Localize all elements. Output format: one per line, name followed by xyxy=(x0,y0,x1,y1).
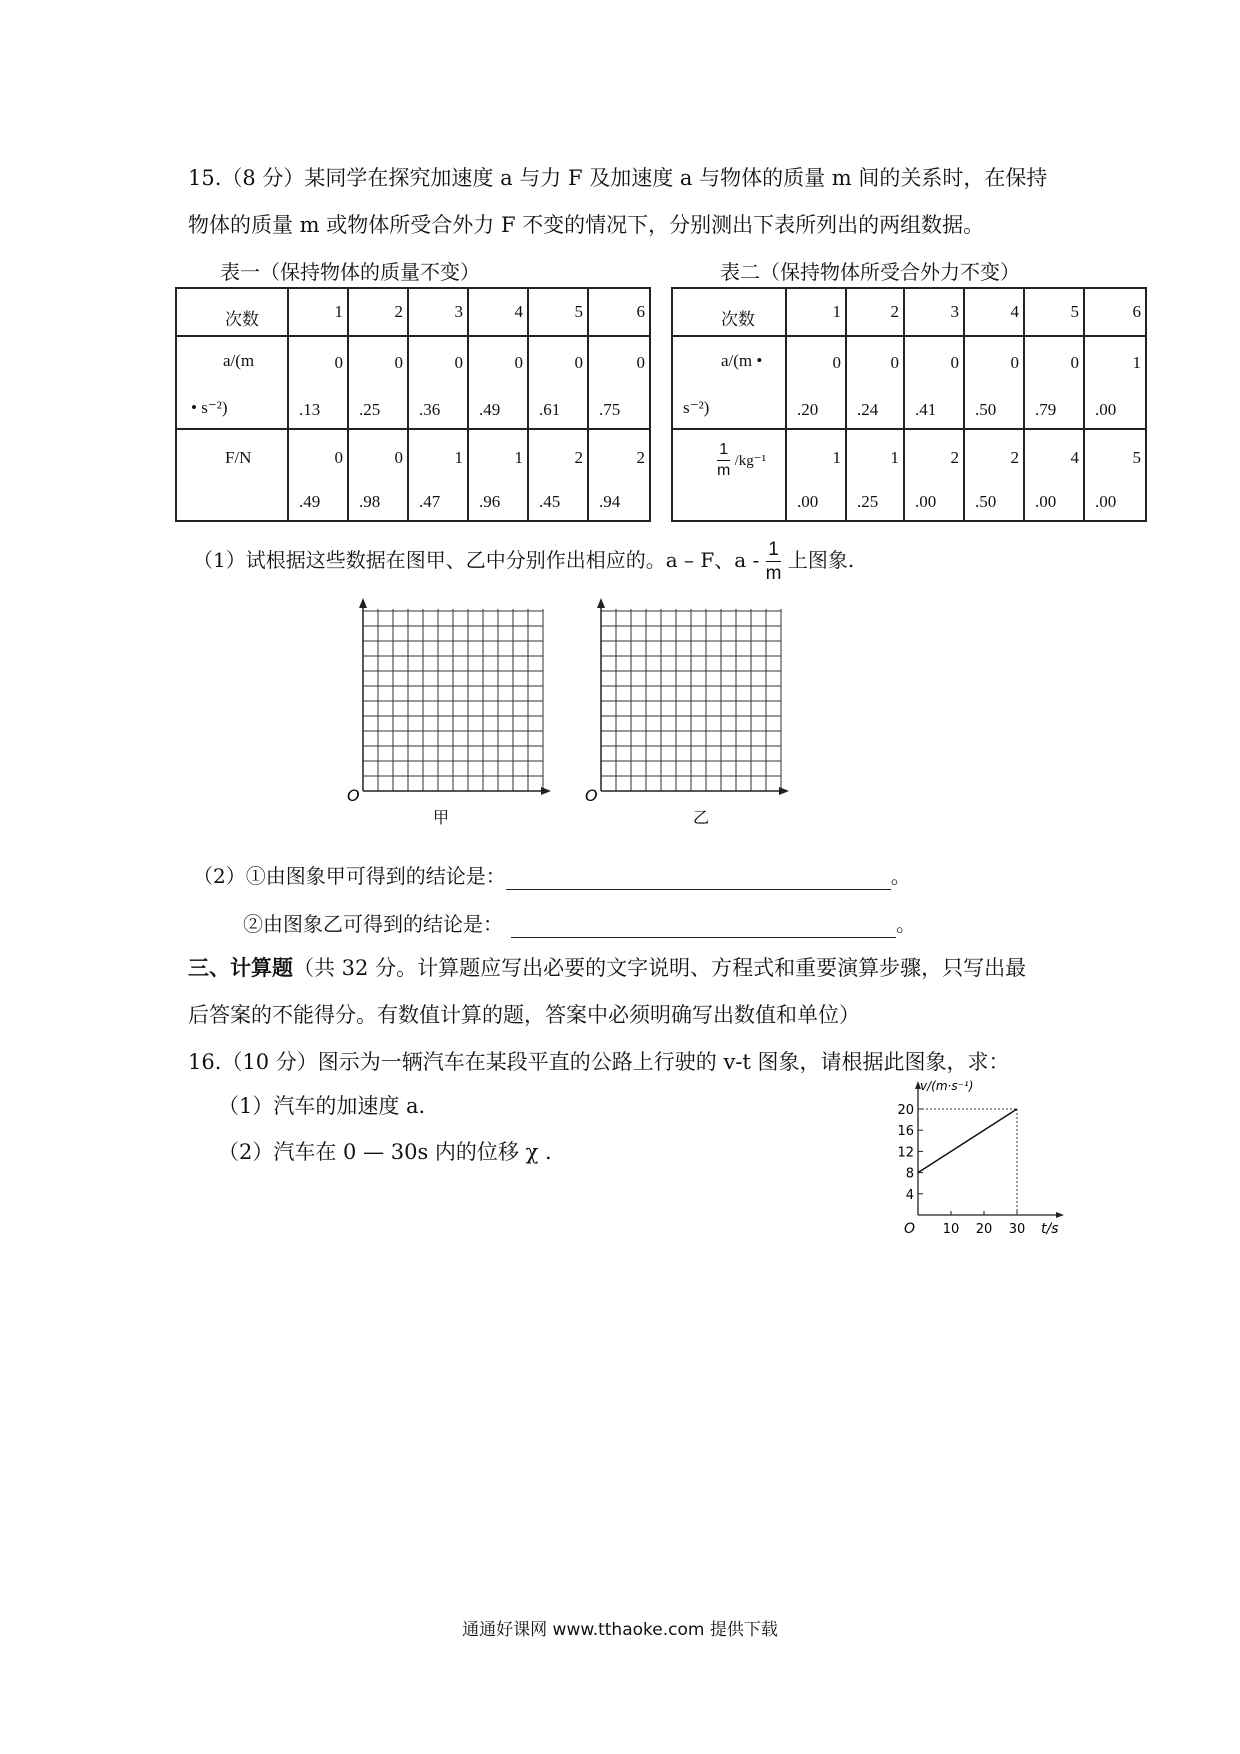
table1-row-force xyxy=(176,429,650,521)
table2-cell: 1 xyxy=(1132,353,1141,372)
vt-xlabel: t/s xyxy=(1041,1221,1059,1237)
table2-cell: .79 xyxy=(1035,400,1057,419)
table1-cell: 0 xyxy=(394,353,403,372)
table2-row3-label xyxy=(717,442,766,479)
table1-cell: .45 xyxy=(539,492,561,511)
section3-line2: 后答案的不能得分。有数值计算的题，答案中必须明确写出数值和单位） xyxy=(188,1003,860,1027)
grid-yi-x-arrow xyxy=(779,787,789,795)
section3-text1: （共 32 分。计算题应写出必要的文字说明、方程式和重要演算步骤，只写出最 xyxy=(293,956,1027,980)
table2-cell: 6 xyxy=(1132,302,1141,321)
table1-cell: .47 xyxy=(419,492,441,511)
table2-cell: .00 xyxy=(915,492,937,511)
table2-cell: .00 xyxy=(1035,492,1057,511)
table1-cell: 2 xyxy=(394,302,403,321)
vt-y-tick-label: 4 xyxy=(905,1187,914,1203)
vt-x-tick-label: 20 xyxy=(975,1222,993,1237)
vt-y-tick-label: 16 xyxy=(897,1124,914,1140)
vt-x-tick-label: 30 xyxy=(1008,1222,1026,1237)
table1-cell: 2 xyxy=(636,448,645,467)
q16-sub2: （2）汽车在 0 — 30s 内的位移 χ . xyxy=(218,1140,552,1164)
table1-cell: 4 xyxy=(514,302,523,321)
table1-cell: .75 xyxy=(599,400,621,419)
grid-jia xyxy=(345,595,565,830)
grid-jia-label: 甲 xyxy=(433,808,450,827)
table2-cell: .50 xyxy=(975,492,997,511)
table1-cell: 2 xyxy=(574,448,583,467)
vt-marks xyxy=(897,1103,1025,1237)
table2-row2-label-top: a/(m • xyxy=(721,351,763,370)
table2-cell: 5 xyxy=(1070,302,1079,321)
q15-part2-line2 xyxy=(243,910,916,938)
table2-cell: 1 xyxy=(832,302,841,321)
table2-row-accel xyxy=(672,336,1146,429)
table1-row1-label: 次数 xyxy=(225,310,259,329)
table1-row2-label-bottom: • s⁻²) xyxy=(191,398,228,417)
table1-row-accel xyxy=(176,336,650,429)
table1-cell: 6 xyxy=(636,302,645,321)
table1-cell: .25 xyxy=(359,400,381,419)
table2-cell: .00 xyxy=(1095,492,1117,511)
table1-row-count xyxy=(176,288,650,336)
q15-line2: 物体的质量 m 或物体所受合外力 F 不变的情况下，分别测出下表所列出的两组数据。 xyxy=(188,213,985,237)
table1-cell: .49 xyxy=(299,492,321,511)
answer-blank-2[interactable] xyxy=(511,915,896,938)
grid-jia-lines xyxy=(363,609,543,791)
q15-line1: 15.（8 分）某同学在探究加速度 a 与力 F 及加速度 a 与物体的质量 m 间的关系时，在保持 xyxy=(188,166,1048,190)
vt-y-tick-label: 20 xyxy=(897,1103,914,1118)
grid-jia-y-arrow xyxy=(359,598,367,608)
vt-x-tick-label: 10 xyxy=(942,1222,960,1237)
fraction-denominator: m xyxy=(717,462,731,479)
table2-cell: 4 xyxy=(1070,448,1079,467)
answer-blank-1[interactable] xyxy=(506,867,891,890)
table2-cell: 1 xyxy=(890,448,899,467)
table2-cell: .20 xyxy=(797,400,819,419)
table1-cell: .36 xyxy=(419,400,441,419)
part2-prompt2: ②由图象乙可得到的结论是： xyxy=(243,912,503,936)
vt-y-tick-label: 12 xyxy=(897,1145,914,1161)
table2-cell: .50 xyxy=(975,400,997,419)
table2-cell: 2 xyxy=(950,448,959,467)
inverse-mass-fraction xyxy=(717,442,730,479)
table1-cell: .13 xyxy=(299,400,321,419)
table1-cell: 0 xyxy=(334,448,343,467)
table2-row2-label-bottom: s⁻²) xyxy=(683,398,710,417)
table2-row-inverse-mass xyxy=(672,429,1146,521)
part1-suffix: 上图象. xyxy=(787,548,855,572)
table1-cell: .98 xyxy=(359,492,381,511)
table2-cell: 1 xyxy=(832,448,841,467)
q15-part1 xyxy=(193,540,854,583)
q16-sub1: （1）汽车的加速度 a. xyxy=(218,1094,426,1118)
table2-cell: 2 xyxy=(1010,448,1019,467)
grid-jia-x-arrow xyxy=(541,787,551,795)
table1-cell: 1 xyxy=(334,302,343,321)
table2-cell: .25 xyxy=(857,492,879,511)
table1-cell: 3 xyxy=(454,302,463,321)
table1-cell: 0 xyxy=(334,353,343,372)
table1-cell: 0 xyxy=(574,353,583,372)
vt-chart xyxy=(880,1075,1080,1245)
fraction-numerator: 1 xyxy=(766,540,782,562)
table2-cell: 2 xyxy=(890,302,899,321)
table1-cell: 1 xyxy=(514,448,523,467)
table1-cell: 1 xyxy=(454,448,463,467)
table1-cell: .61 xyxy=(539,400,561,419)
table2-cell: 0 xyxy=(950,353,959,372)
table2-cell: 0 xyxy=(832,353,841,372)
table2-row-count xyxy=(672,288,1146,336)
part1-prefix: （1）试根据这些数据在图甲、乙中分别作出相应的。a – F、a - xyxy=(193,548,760,572)
table2-cell: 0 xyxy=(1070,353,1079,372)
vt-x-arrow xyxy=(1056,1212,1064,1218)
fraction-numerator: 1 xyxy=(717,442,730,461)
fraction-denominator: m xyxy=(765,563,782,584)
table2-cell: 0 xyxy=(1010,353,1019,372)
page-footer: 通通好课网 www.tthaoke.com 提供下载 xyxy=(462,1620,778,1640)
table2-caption: 表二（保持物体所受合外力不变） xyxy=(720,260,1020,284)
table2-cell: 0 xyxy=(890,353,899,372)
table2-cell: 3 xyxy=(950,302,959,321)
table1-cell: 5 xyxy=(574,302,583,321)
table1-row3-label: F/N xyxy=(225,448,252,467)
table2-cell: .00 xyxy=(797,492,819,511)
section3-line1 xyxy=(188,954,1026,982)
grid-yi-label: 乙 xyxy=(693,808,710,827)
table2 xyxy=(671,287,1147,522)
inverse-mass-unit: /kg⁻¹ xyxy=(734,453,767,469)
table1-cell: .94 xyxy=(599,492,621,511)
section3-title: 三、计算题 xyxy=(188,955,293,980)
table2-cell: .24 xyxy=(857,400,879,419)
vt-origin: O xyxy=(904,1221,916,1237)
q15-part2-line1 xyxy=(193,862,911,890)
table1-caption: 表一（保持物体的质量不变） xyxy=(220,260,480,284)
table2-cell: 4 xyxy=(1010,302,1019,321)
vt-ylabel: v/(m·s⁻¹) xyxy=(920,1079,974,1093)
grid-yi-lines xyxy=(601,609,781,791)
table1-cell: .49 xyxy=(479,400,501,419)
part2-period1: 。 xyxy=(890,864,911,888)
grid-yi-origin: O xyxy=(585,786,598,805)
vt-series-line xyxy=(918,1109,1017,1173)
table1-cell: .96 xyxy=(479,492,501,511)
table2-cell: 5 xyxy=(1132,448,1141,467)
grid-yi xyxy=(583,595,803,830)
part1-fraction xyxy=(766,540,782,583)
table1-row2-label-top: a/(m xyxy=(223,351,255,370)
vt-y-tick-label: 8 xyxy=(905,1166,914,1182)
table2-cell: .00 xyxy=(1095,400,1117,419)
q16-line1: 16.（10 分）图示为一辆汽车在某段平直的公路上行驶的 v-t 图象，请根据此图象，求： xyxy=(188,1050,1010,1074)
table2-row1-label: 次数 xyxy=(721,310,755,329)
part2-period2: 。 xyxy=(896,912,916,936)
table2-cell: .41 xyxy=(915,400,937,419)
grid-jia-origin: O xyxy=(347,786,360,805)
table1-cell: 0 xyxy=(636,353,645,372)
table1-cell: 0 xyxy=(514,353,523,372)
table1-cell: 0 xyxy=(394,448,403,467)
table1 xyxy=(175,287,651,522)
table1-cell: 0 xyxy=(454,353,463,372)
part2-prompt1: （2）①由图象甲可得到的结论是： xyxy=(193,864,506,888)
grid-yi-y-arrow xyxy=(597,598,605,608)
